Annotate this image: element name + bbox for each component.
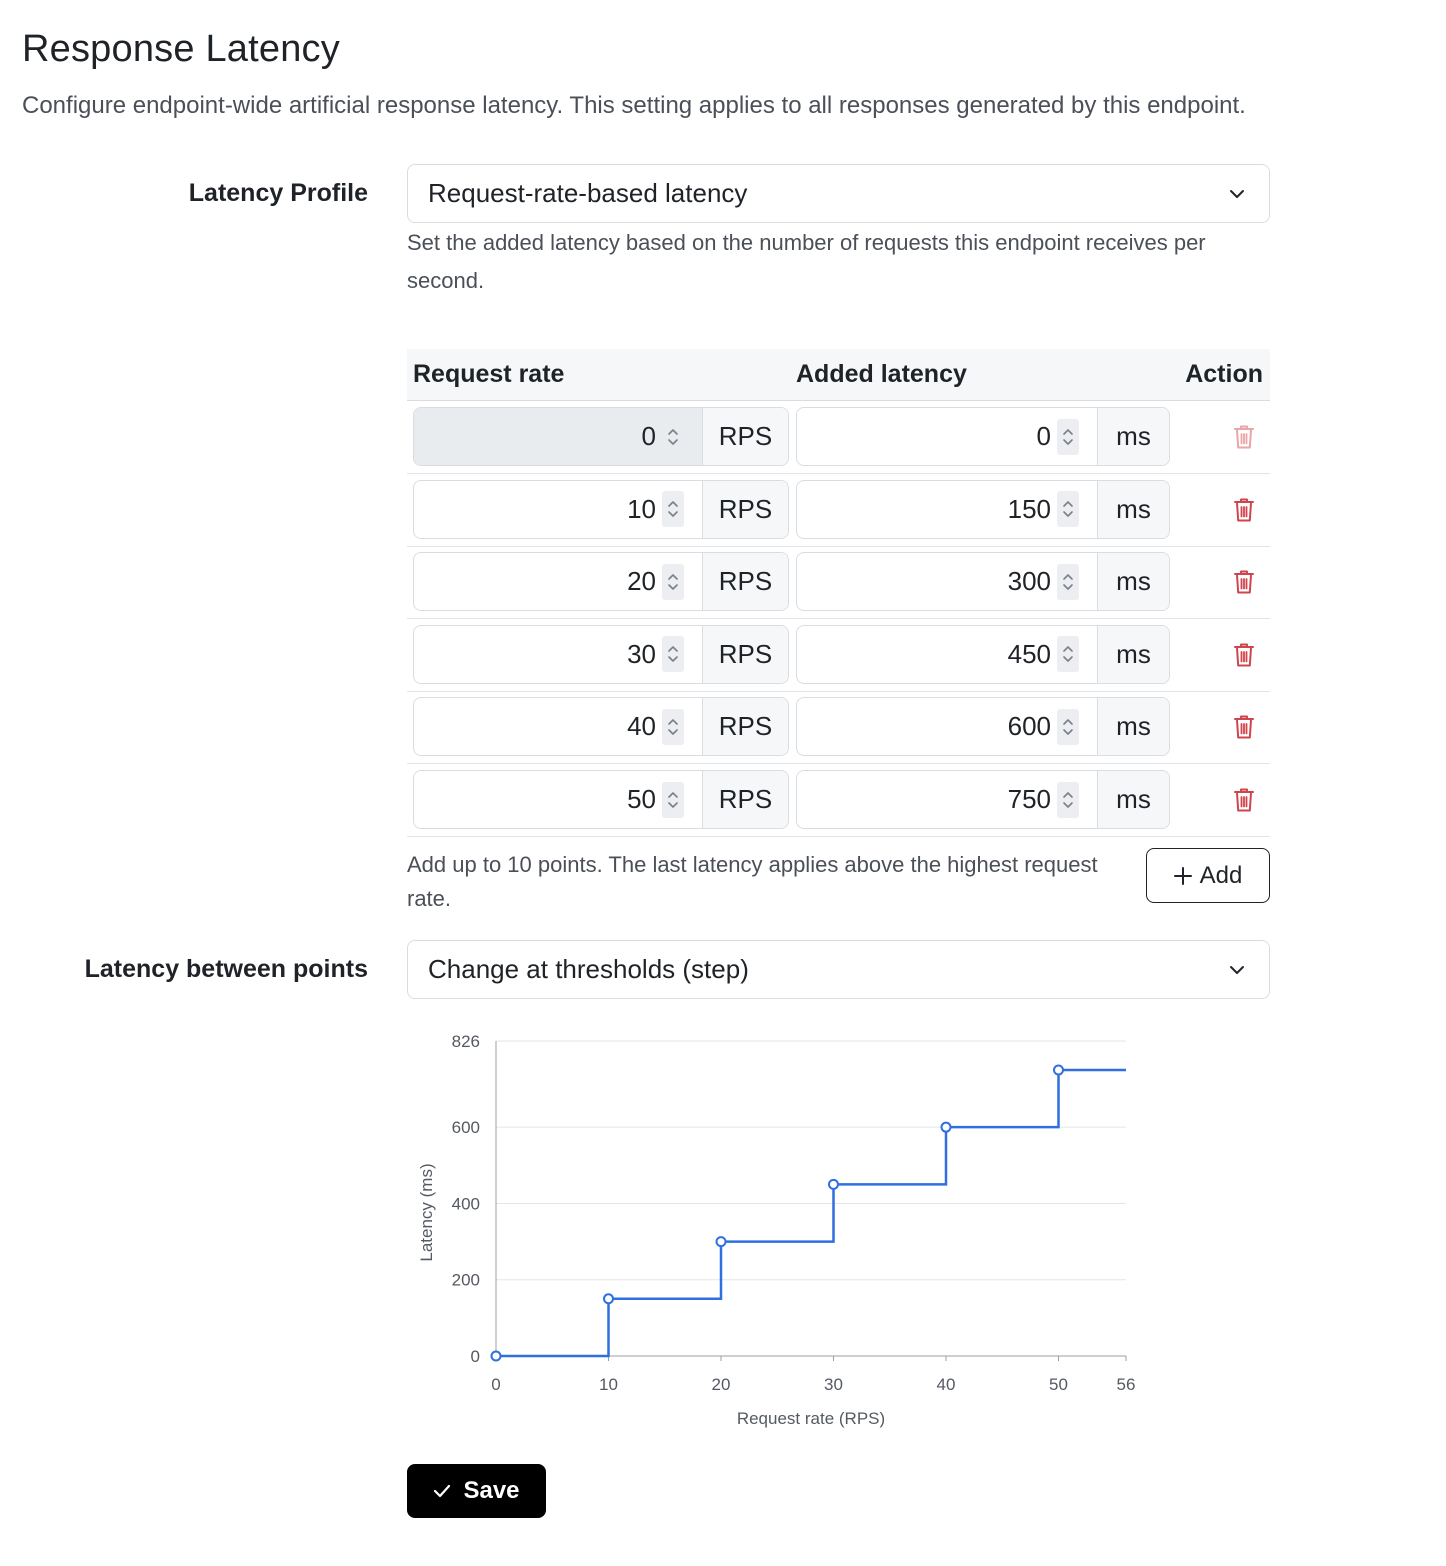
y-axis-title: Latency (ms): [417, 1163, 436, 1262]
trash-icon[interactable]: [1233, 714, 1255, 740]
column-header-action: Action: [1185, 360, 1263, 388]
request-rate-input[interactable]: [414, 626, 702, 683]
x-tick-label: 40: [936, 1375, 956, 1394]
latency-value: 300: [1007, 566, 1051, 597]
request-rate-value: 30: [627, 638, 656, 669]
stepper-icon[interactable]: [1057, 709, 1079, 745]
latency-input-group: [796, 407, 1170, 466]
request-rate-input[interactable]: [414, 698, 702, 755]
latency-value: 150: [1007, 493, 1051, 524]
latency-value: 0: [1036, 421, 1051, 451]
stepper-icon[interactable]: [1057, 419, 1079, 455]
stepper-icon[interactable]: [1057, 491, 1079, 527]
latency-input-group: [796, 625, 1170, 684]
latency-unit: ms: [1097, 626, 1169, 683]
latency-input[interactable]: [797, 626, 1097, 683]
request-rate-input: [414, 408, 702, 465]
save-button[interactable]: [407, 1464, 546, 1518]
interpolation-label: Latency between points: [84, 955, 368, 983]
latency-input-group: [796, 697, 1170, 756]
stepper-icon: [662, 419, 684, 455]
x-tick-label: 10: [599, 1375, 618, 1394]
latency-chart: [400, 1020, 1160, 1440]
stepper-icon[interactable]: [662, 782, 684, 818]
data-point: [942, 1123, 951, 1132]
stepper-icon[interactable]: [1057, 782, 1079, 818]
latency-input[interactable]: [797, 481, 1097, 538]
table-row: [407, 401, 1270, 474]
plus-icon: [1174, 867, 1192, 885]
column-header-request-rate: Request rate: [413, 360, 565, 388]
latency-value: 600: [1007, 711, 1051, 742]
latency-unit: ms: [1097, 481, 1169, 538]
request-rate-input[interactable]: [414, 771, 702, 828]
latency-profile-help: Set the added latency based on the number of requests this endpoint receives per second.: [407, 230, 1206, 293]
latency-unit: ms: [1097, 408, 1169, 465]
request-rate-input-group: [413, 770, 789, 829]
page-description: Configure endpoint-wide artificial response latency. This setting applies to all responses generated by this endpoint.: [22, 92, 1246, 119]
data-point: [492, 1352, 501, 1361]
request-rate-input-group: [413, 552, 789, 611]
chevron-down-icon: [1227, 184, 1247, 204]
latency-input[interactable]: [797, 553, 1097, 610]
latency-input[interactable]: [797, 698, 1097, 755]
request-rate-unit: RPS: [702, 481, 788, 538]
request-rate-input[interactable]: [414, 553, 702, 610]
latency-input[interactable]: [797, 408, 1097, 465]
table-row: [407, 474, 1270, 547]
latency-value: 450: [1007, 638, 1051, 669]
request-rate-value: 50: [627, 784, 656, 814]
y-tick-label: 826: [451, 1032, 480, 1051]
latency-unit: ms: [1097, 698, 1169, 755]
request-rate-unit: RPS: [702, 553, 788, 610]
request-rate-unit: RPS: [702, 771, 788, 828]
trash-icon[interactable]: [1233, 569, 1255, 595]
request-rate-value: 0: [641, 421, 656, 451]
request-rate-value: 10: [627, 493, 656, 524]
x-axis-title: Request rate (RPS): [736, 1409, 886, 1428]
x-tick-label: 50: [1049, 1375, 1068, 1394]
trash-icon[interactable]: [1233, 497, 1255, 523]
y-tick-label: 600: [451, 1118, 480, 1138]
data-point: [604, 1294, 613, 1303]
request-rate-input[interactable]: [414, 481, 702, 538]
x-tick-label: 20: [711, 1375, 731, 1394]
add-point-label: Add: [1199, 861, 1243, 889]
latency-profile-value: Request-rate-based latency: [428, 178, 748, 208]
stepper-icon[interactable]: [662, 491, 684, 527]
page-title: Response Latency: [22, 28, 340, 70]
latency-unit: ms: [1097, 553, 1169, 610]
request-rate-value: 40: [627, 711, 656, 742]
trash-icon[interactable]: [1233, 642, 1255, 668]
stepper-icon[interactable]: [1057, 636, 1079, 672]
y-tick-label: 400: [451, 1194, 480, 1214]
interpolation-value: Change at thresholds (step): [428, 954, 749, 984]
check-icon: [433, 1484, 451, 1498]
request-rate-input-group: [413, 480, 789, 539]
chevron-down-icon: [1227, 960, 1247, 980]
points-table-header: [407, 349, 1270, 401]
latency-unit: ms: [1097, 771, 1169, 828]
save-label: Save: [463, 1477, 520, 1504]
table-row: [407, 764, 1270, 837]
latency-input-group: [796, 480, 1170, 539]
table-row: [407, 619, 1270, 692]
series-step-line: [496, 1070, 1126, 1356]
data-point: [717, 1237, 726, 1246]
stepper-icon[interactable]: [1057, 564, 1079, 600]
latency-profile-label: Latency Profile: [188, 179, 368, 207]
column-header-added-latency: Added latency: [796, 360, 967, 388]
request-rate-unit: RPS: [702, 698, 788, 755]
request-rate-input-group: [413, 407, 789, 466]
latency-input[interactable]: [797, 771, 1097, 828]
interpolation-select[interactable]: [407, 940, 1270, 999]
x-tick-label: 30: [824, 1375, 843, 1394]
points-note: Add up to 10 points. The last latency applies above the highest request rate.: [407, 852, 1098, 911]
request-rate-unit: RPS: [702, 626, 788, 683]
latency-input-group: [796, 552, 1170, 611]
stepper-icon[interactable]: [662, 709, 684, 745]
latency-profile-select[interactable]: [407, 164, 1270, 223]
add-point-button[interactable]: [1146, 848, 1270, 903]
request-rate-value: 20: [627, 566, 656, 597]
request-rate-input-group: [413, 697, 789, 756]
trash-icon[interactable]: [1233, 787, 1255, 813]
y-tick-label: 0: [470, 1347, 480, 1366]
stepper-icon[interactable]: [662, 636, 684, 672]
request-rate-input-group: [413, 625, 789, 684]
request-rate-unit: RPS: [702, 408, 788, 465]
x-tick-label: 0: [491, 1375, 501, 1394]
x-tick-label: 56: [1116, 1375, 1136, 1394]
table-row: [407, 691, 1270, 764]
table-row: [407, 546, 1270, 619]
data-point: [1054, 1065, 1063, 1074]
latency-input-group: [796, 770, 1170, 829]
data-point: [829, 1180, 838, 1189]
latency-value: 750: [1007, 784, 1051, 814]
y-tick-label: 200: [451, 1270, 480, 1290]
trash-icon: [1233, 424, 1255, 450]
stepper-icon[interactable]: [662, 564, 684, 600]
